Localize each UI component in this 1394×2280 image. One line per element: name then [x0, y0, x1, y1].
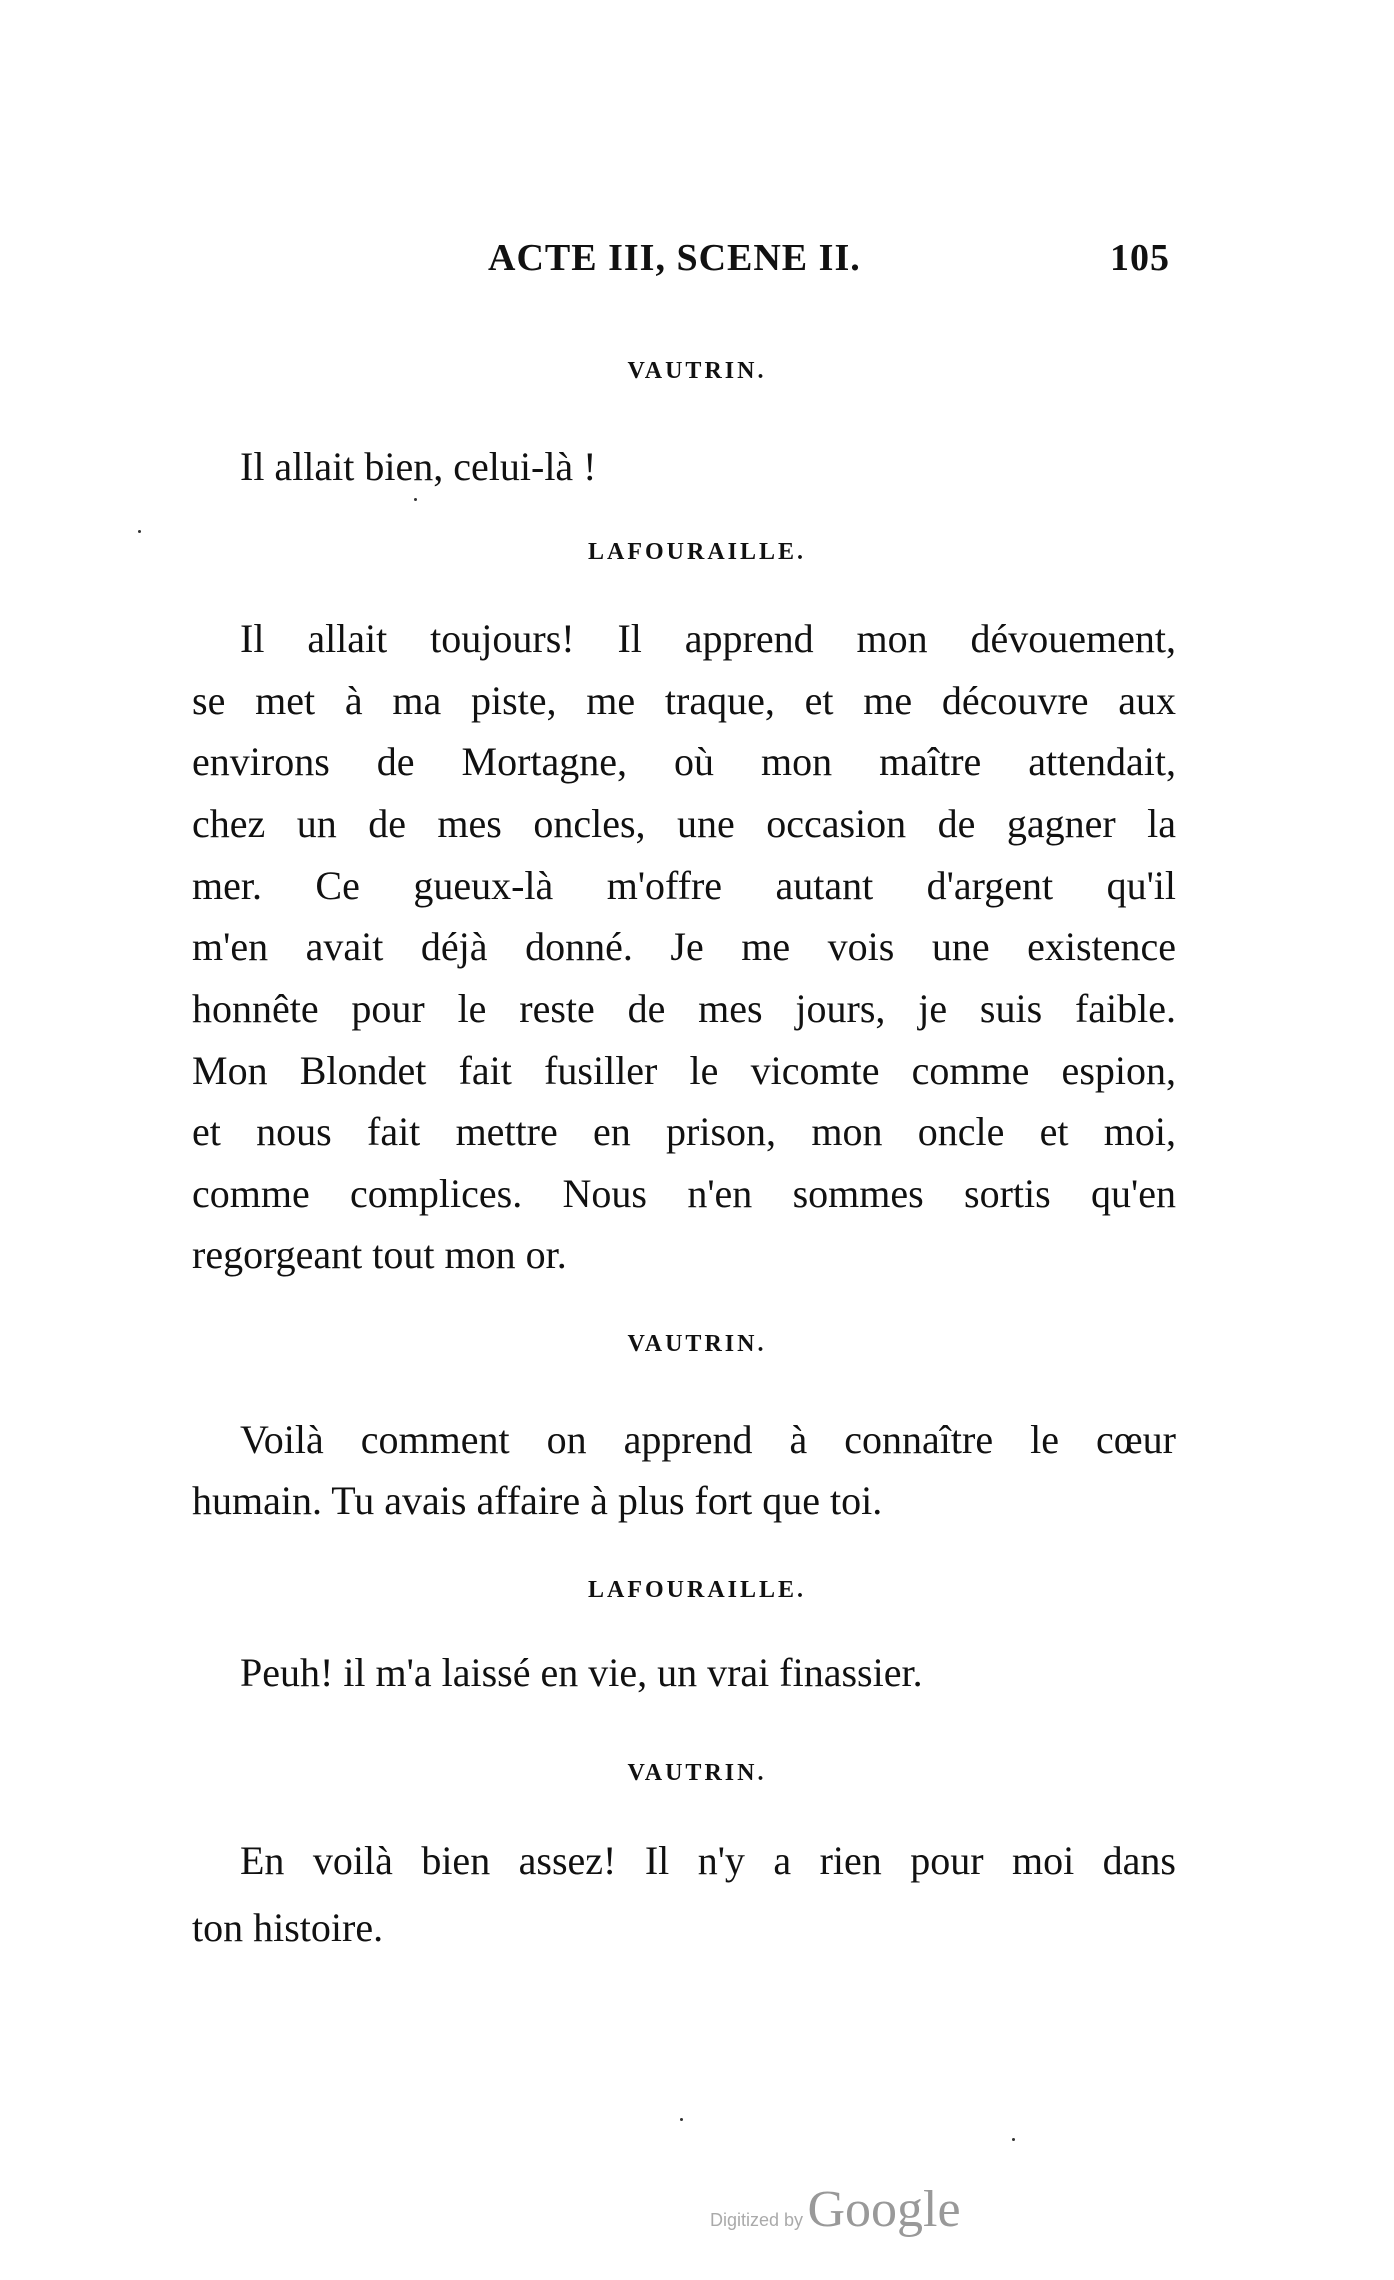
- text-line: Mon Blondet fait fusiller le vicomte comme espion,: [192, 1048, 1176, 1093]
- speaker-name: VAUTRIN.: [627, 1331, 767, 1357]
- text-line: ton histoire.: [192, 1905, 384, 1950]
- speck: [414, 498, 417, 501]
- page-number: 105: [1110, 237, 1170, 279]
- speck: [1012, 2138, 1015, 2141]
- text-line: regorgeant tout mon or.: [192, 1232, 567, 1277]
- text-line: comme complices. Nous n'en sommes sortis qu'en: [192, 1171, 1176, 1216]
- text-line: se met à ma piste, me traque, et me découvre aux: [192, 678, 1176, 723]
- text-line: Peuh! il m'a laissé en vie, un vrai finassier.: [240, 1650, 923, 1695]
- text-line: environs de Mortagne, où mon maître attendait,: [192, 739, 1176, 784]
- speck: [680, 2118, 683, 2121]
- running-title: ACTE III, SCENE II.: [488, 237, 861, 279]
- text-line: mer. Ce gueux-là m'offre autant d'argent qu'il: [192, 863, 1176, 908]
- text-line: Voilà comment on apprend à connaître le cœur: [240, 1417, 1176, 1462]
- watermark-prefix: Digitized by: [710, 2210, 804, 2230]
- watermark-brand: Google: [807, 2181, 961, 2238]
- speaker-name: VAUTRIN.: [627, 1760, 767, 1786]
- text-line: Il allait bien, celui-là !: [240, 444, 597, 489]
- digitized-by-google-watermark: [710, 2180, 961, 2239]
- speaker-name: LAFOURAILLE.: [587, 539, 807, 565]
- text-line: honnête pour le reste de mes jours, je suis faible.: [192, 986, 1176, 1031]
- text-line: Il allait toujours! Il apprend mon dévouement,: [240, 616, 1176, 661]
- text-line: chez un de mes oncles, une occasion de gagner la: [192, 801, 1176, 846]
- text-line: m'en avait déjà donné. Je me vois une existence: [192, 924, 1176, 969]
- text-line: En voilà bien assez! Il n'y a rien pour moi dans: [240, 1838, 1176, 1883]
- speaker-name: LAFOURAILLE.: [587, 1577, 807, 1603]
- speaker-name: VAUTRIN.: [627, 358, 767, 384]
- text-line: humain. Tu avais affaire à plus fort que toi.: [192, 1478, 883, 1523]
- speck: [138, 530, 141, 533]
- text-line: et nous fait mettre en prison, mon oncle et moi,: [192, 1109, 1176, 1154]
